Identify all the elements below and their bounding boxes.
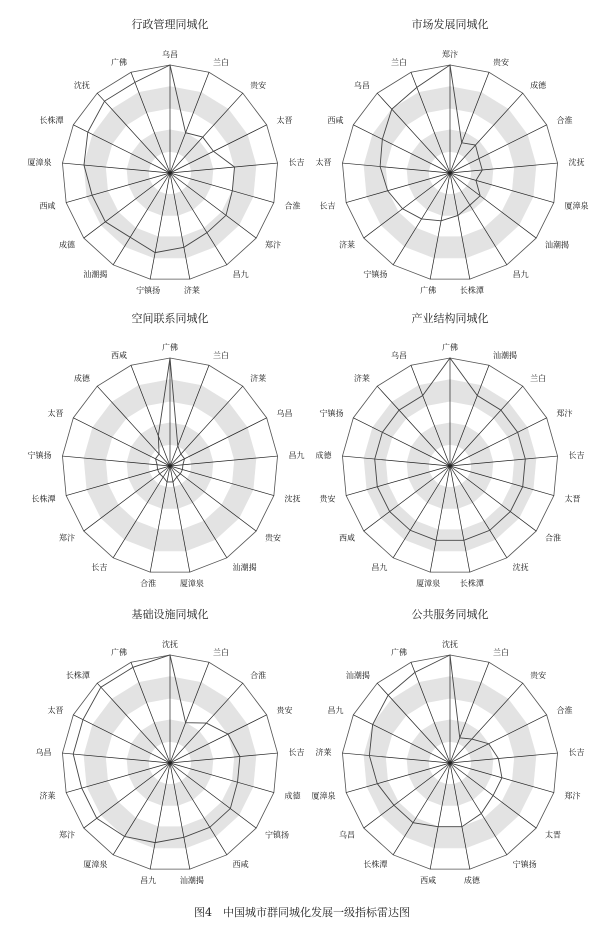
chart-title: 基础设施同城化: [131, 608, 209, 621]
axis-label: 成德: [315, 451, 332, 461]
axis-label: 贵安: [250, 81, 267, 91]
axis-label: 昌九: [327, 705, 344, 715]
axis-label: 合淮: [544, 533, 561, 543]
chart-title: 公共服务同城化: [411, 608, 489, 621]
axis-label: 昌九: [232, 270, 249, 280]
axis-label: 成德: [530, 81, 547, 91]
axis-label: 乌昌: [162, 50, 178, 59]
axis-label: 汕潮揭: [179, 875, 204, 885]
axis-label: 长吉: [288, 158, 305, 168]
axis-label: 厦漳泉: [27, 158, 52, 168]
axis-label: 兰白: [391, 58, 408, 68]
axis-label: 厦漳泉: [179, 578, 204, 588]
axis-label: 成德: [463, 875, 480, 885]
axis-label: 厦漳泉: [564, 201, 589, 211]
axis-label: 太晋: [315, 158, 332, 168]
axis-label: 贵安: [530, 671, 547, 681]
axis-label: 广佛: [391, 648, 408, 658]
axis-label: 沈抚: [73, 81, 90, 91]
axis-label: 长株潭: [459, 578, 484, 588]
axis-label: 郑汴: [556, 408, 573, 418]
axis-label: 西咸: [232, 860, 249, 870]
axis-label: 广佛: [442, 343, 458, 352]
axis-label: 广佛: [111, 58, 128, 68]
axis-label: 厦漳泉: [311, 791, 336, 801]
axis-label: 长吉: [91, 563, 108, 573]
radar-panel-4: [316, 311, 585, 588]
axis-label: 汕潮揭: [345, 671, 370, 681]
axis-label: 沈抚: [284, 494, 301, 504]
axis-label: 汕潮揭: [232, 563, 257, 573]
axis-label: 郑汴: [564, 791, 581, 801]
axis-label: 昌九: [371, 563, 388, 573]
axis-label: 太晋: [544, 830, 561, 840]
axis-label: 广佛: [162, 343, 178, 352]
axis-label: 宁镇扬: [319, 408, 344, 418]
axis-label: 长吉: [288, 748, 305, 758]
axis-label: 合淮: [140, 578, 157, 588]
axis-label: 贵安: [276, 705, 293, 715]
radar-panel-6: [312, 607, 585, 885]
axis-label: 乌昌: [391, 351, 408, 361]
axis-label: 长株潭: [65, 671, 90, 681]
axis-label: 成德: [73, 374, 90, 384]
axis-label: 成德: [59, 240, 76, 250]
axis-label: 西咸: [327, 115, 344, 125]
axis-label: 济莱: [250, 374, 267, 384]
axis-label: 长吉: [568, 451, 585, 461]
axis-label: 贵安: [319, 494, 336, 504]
axis-label: 长株潭: [39, 115, 64, 125]
axis-label: 西咸: [420, 875, 437, 885]
axis-label: 兰白: [212, 648, 229, 658]
axis-label: 济莱: [183, 285, 200, 295]
axis-label: 长吉: [319, 201, 336, 211]
axis-label: 乌昌: [276, 408, 293, 418]
axis-label: 合淮: [556, 115, 573, 125]
axis-label: 郑汴: [442, 50, 458, 59]
axis-label: 沈抚: [512, 563, 529, 573]
chart-title: 空间联系同城化: [131, 312, 209, 325]
axis-label: 兰白: [530, 374, 547, 384]
axis-label: 济莱: [315, 748, 332, 758]
axis-label: 太晋: [276, 115, 293, 125]
axis-label: 合淮: [250, 671, 267, 681]
axis-label: 汕潮揭: [83, 270, 108, 280]
radar-panel-1: [28, 17, 305, 295]
radar-panel-2: [316, 17, 589, 295]
axis-label: 宁镇扬: [136, 285, 161, 295]
axis-label: 兰白: [212, 351, 229, 361]
axis-label: 西咸: [111, 351, 128, 361]
axis-label: 汕潮揭: [544, 240, 569, 250]
axis-label: 厦漳泉: [416, 578, 441, 588]
axis-label: 合淮: [284, 201, 301, 211]
chart-title: 市场发展同城化: [411, 18, 489, 31]
axis-label: 昌九: [288, 451, 305, 461]
axis-label: 沈抚: [162, 640, 178, 649]
axis-label: 济莱: [353, 374, 370, 384]
axis-label: 太晋: [564, 494, 581, 504]
axis-label: 乌昌: [339, 830, 356, 840]
radar-panel-3: [28, 311, 305, 588]
axis-label: 宁镇扬: [512, 860, 537, 870]
axis-label: 兰白: [492, 648, 509, 658]
axis-label: 乌昌: [35, 748, 52, 758]
axis-label: 贵安: [492, 58, 509, 68]
axis-label: 郑汴: [59, 533, 76, 543]
axis-label: 太晋: [47, 408, 64, 418]
axis-label: 昌九: [512, 270, 529, 280]
axis-label: 兰白: [212, 58, 229, 68]
axis-label: 沈抚: [442, 640, 458, 649]
axis-label: 济莱: [39, 791, 56, 801]
chart-title: 产业结构同城化: [411, 312, 489, 325]
axis-label: 西咸: [39, 201, 56, 211]
axis-label: 长株潭: [31, 494, 56, 504]
axis-label: 沈抚: [568, 158, 585, 168]
axis-label: 西咸: [339, 533, 356, 543]
axis-label: 厦漳泉: [83, 860, 108, 870]
axis-label: 昌九: [140, 875, 157, 885]
chart-title: 行政管理同城化: [131, 18, 209, 31]
axis-label: 贵安: [264, 533, 281, 543]
axis-label: 宁镇扬: [264, 830, 289, 840]
axis-label: 合淮: [556, 705, 573, 715]
axis-label: 长株潭: [459, 285, 484, 295]
axis-label: 太晋: [47, 705, 64, 715]
axis-label: 广佛: [111, 648, 128, 658]
axis-label: 成德: [284, 791, 301, 801]
axis-label: 郑汴: [264, 240, 281, 250]
axis-label: 济莱: [339, 240, 356, 250]
axis-label: 长吉: [568, 748, 585, 758]
figure-caption: 图4 中国城市群同城化发展一级指标雷达图: [194, 906, 410, 919]
axis-label: 广佛: [420, 285, 437, 295]
axis-label: 汕潮揭: [492, 351, 517, 361]
axis-label: 宁镇扬: [363, 270, 388, 280]
axis-label: 乌昌: [353, 81, 370, 91]
radar-panel-5: [36, 607, 305, 885]
axis-label: 长株潭: [363, 860, 388, 870]
axis-label: 宁镇扬: [27, 451, 52, 461]
axis-label: 郑汴: [59, 830, 76, 840]
